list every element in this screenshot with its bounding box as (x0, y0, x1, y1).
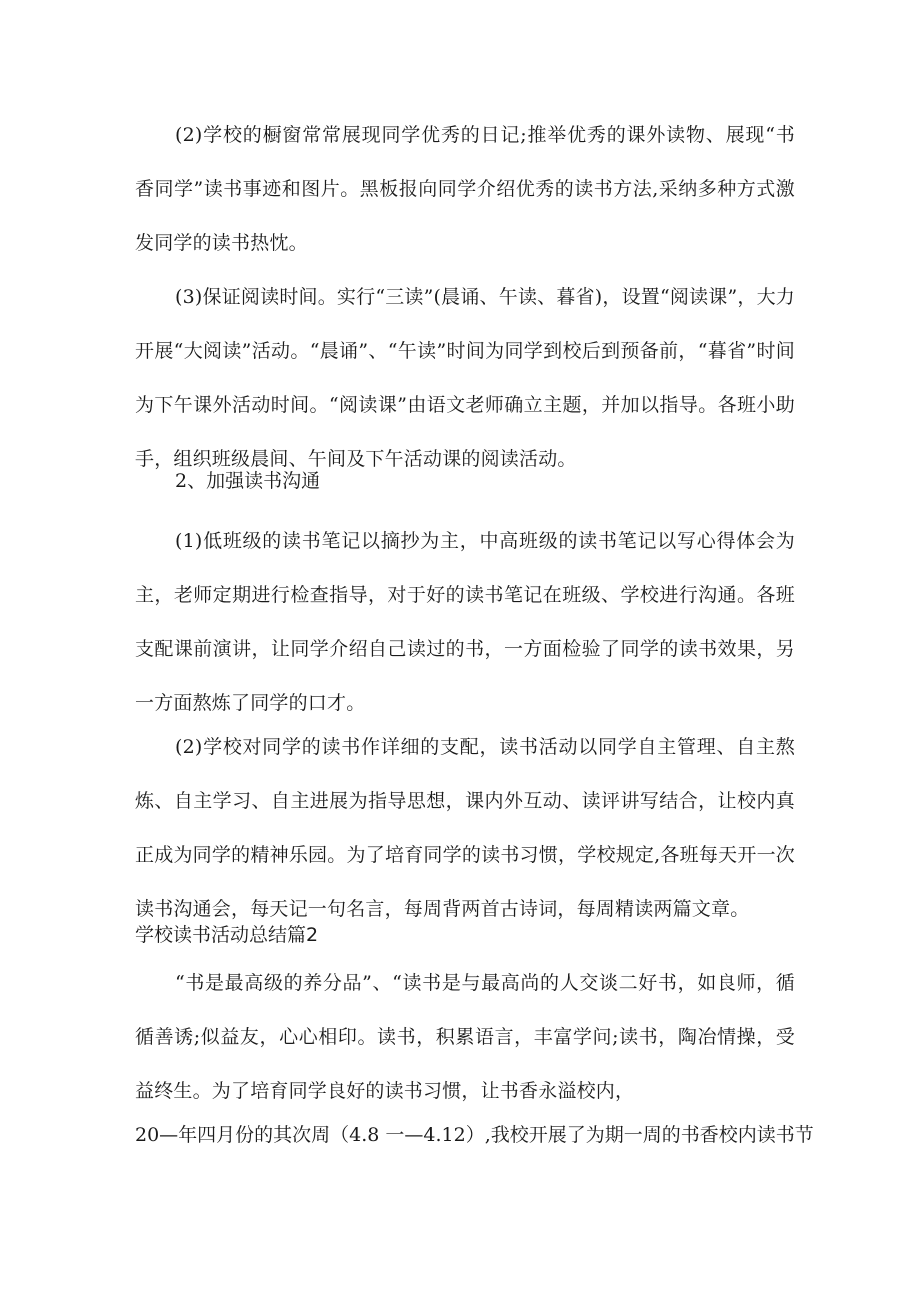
subheading-reading-exchange: 2、加强读书沟通 (175, 470, 321, 492)
paragraph-reading-time: (3)保证阅读时间。实行“三读”(晨诵、午读、暮省)，设置“阅读课”，大力开展“大阅读”活动。“晨诵”、“午读”时间为同学到校后到预备前，“暮省”时间为下午课外活动时间。“阅读课”由语文老师确立主题，并加以指导。各班小助手，组织班级晨间、午间及下午活动课的阅读活动。 (135, 286, 795, 470)
paragraph-book-quote: “书是最高级的养分品”、“读书是与最高尚的人交谈二好书，如良师，循循善诱;似益友，心心相印。读书，积累语言，丰富学问;读书，陶冶情操，受益终生。为了培育同学良好的读书习惯，让书香永溢校内， (135, 972, 795, 1102)
paragraph-reading-notes: (1)低班级的读书笔记以摘抄为主，中高班级的读书笔记以写心得体会为主，老师定期进行检查指导，对于好的读书笔记在班级、学校进行沟通。各班支配课前演讲，让同学介绍自己读过的书，一方面检验了同学的读书效果，另一方面熬炼了同学的口才。 (135, 530, 795, 714)
paragraph-school-showcase: (2)学校的橱窗常常展现同学优秀的日记;推举优秀的课外读物、展现“书香同学”读书事迹和图片。黑板报向同学介绍优秀的读书方法,采纳多种方式激发同学的读书热忱。 (135, 124, 795, 254)
paragraph-reading-festival: 20—年四月份的其次周（4.8 一—4.12）,我校开展了为期一周的书香校内读书节 (135, 1124, 814, 1146)
section-heading: 学校读书活动总结篇2 (135, 924, 319, 946)
paragraph-reading-arrangement: (2)学校对同学的读书作详细的支配，读书活动以同学自主管理、自主熬炼、自主学习、自主进展为指导思想，课内外互动、读评讲写结合，让校内真正成为同学的精神乐园。为了培育同学的读书习惯，学校规定,各班每天开一次读书沟通会，每天记一句名言，每周背两首古诗词，每周精读两篇文章。 (135, 736, 795, 920)
